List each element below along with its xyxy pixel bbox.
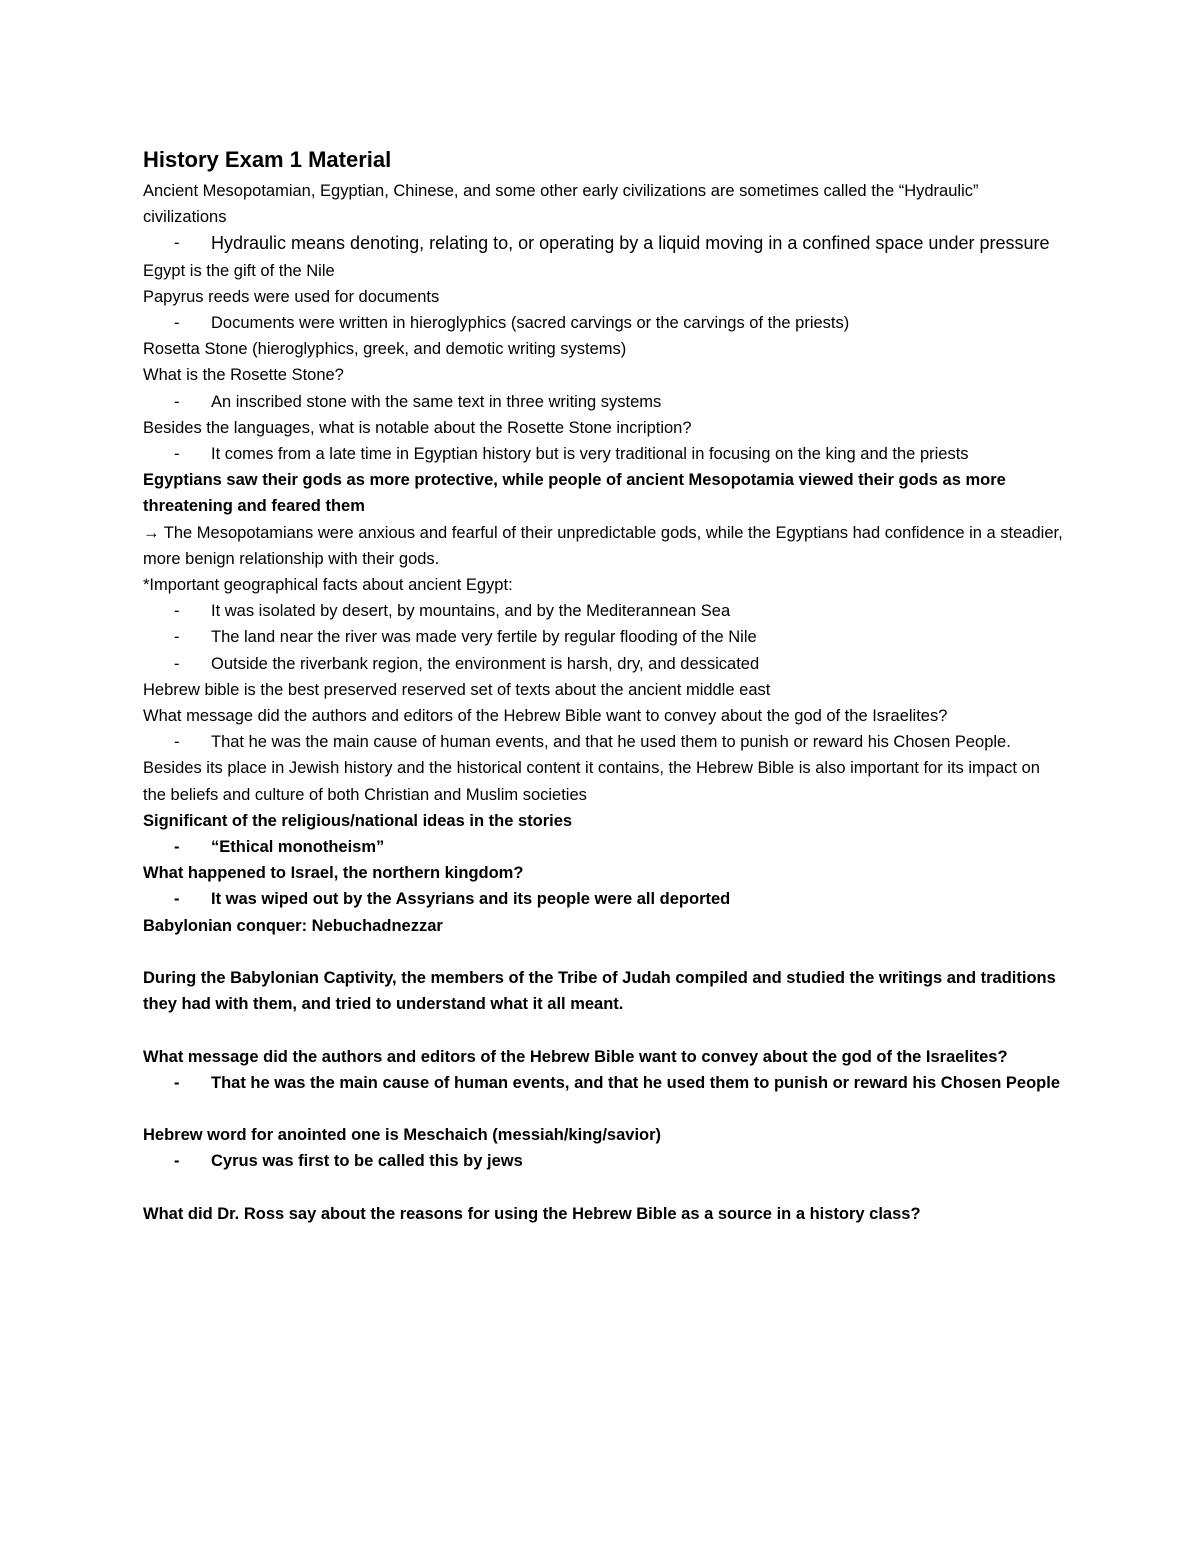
bullet-text: That he was the main cause of human events, and that he used them to punish or reward his Chosen People (211, 1073, 1060, 1092)
bold-paragraph: Hebrew word for anointed one is Meschaich (messiah/king/savior) (143, 1126, 662, 1145)
bullet-item (143, 598, 1063, 624)
bullet-dash: - (174, 445, 180, 464)
bullet-item (143, 729, 1063, 755)
bullet-dash: - (174, 654, 180, 673)
bullet-dash: - (174, 234, 180, 253)
bullet-dash: - (174, 890, 180, 909)
bullet-text: That he was the main cause of human events, and that he used them to punish or reward his Chosen People. (211, 733, 1011, 752)
bullet-text: It was wiped out by the Assyrians and its people were all deported (211, 890, 731, 909)
paragraph: Papyrus reeds were used for documents (143, 287, 440, 306)
paragraph: Ancient Mesopotamian, Egyptian, Chinese, and some other early civilizations are sometimes called the “Hydraulic” civilizations (143, 182, 979, 227)
bullet-dash: - (174, 838, 180, 857)
bullet-text: It comes from a late time in Egyptian history but is very traditional in focusing on the king and the priests (211, 445, 969, 464)
bullet-text: Outside the riverbank region, the environment is harsh, dry, and dessicated (211, 654, 760, 673)
bullet-text: Cyrus was first to be called this by jews (211, 1152, 523, 1171)
bullet-dash: - (174, 392, 180, 411)
bullet-dash: - (174, 602, 180, 621)
bold-paragraph: What message did the authors and editors of the Hebrew Bible want to convey about the god of the Israelites? (143, 1047, 1008, 1066)
bullet-item (143, 651, 1063, 677)
bullet-text: Documents were written in hieroglyphics (sacred carvings or the carvings of the priests) (211, 314, 850, 333)
bullet-item (143, 886, 1063, 912)
bullet-text: It was isolated by desert, by mountains, and by the Mediterannean Sea (211, 602, 731, 621)
bullet-item (143, 834, 1063, 860)
bullet-dash: - (174, 733, 180, 752)
bold-paragraph: Babylonian conquer: Nebuchadnezzar (143, 916, 443, 935)
bullet-text: An inscribed stone with the same text in three writing systems (211, 392, 662, 411)
bullet-item (143, 1070, 1063, 1096)
paragraph: Rosetta Stone (hieroglyphics, greek, and demotic writing systems) (143, 340, 627, 359)
paragraph: What message did the authors and editors of the Hebrew Bible want to convey about the god of the Israelites? (143, 707, 948, 726)
bullet-item (143, 624, 1063, 650)
bullet-text: Hydraulic means denoting, relating to, or operating by a liquid moving in a confined space under pressure (211, 233, 1050, 254)
bullet-dash: - (174, 314, 180, 333)
bold-paragraph: During the Babylonian Captivity, the members of the Tribe of Judah compiled and studied the writings and traditions they had with them, and tried to understand what it all meant. (143, 969, 1056, 1014)
paragraph: What is the Rosette Stone? (143, 366, 344, 385)
paragraph: Besides its place in Jewish history and the historical content it contains, the Hebrew Bible is also important for its impact on the beliefs and culture of both Christian and Muslim societies (143, 759, 1040, 804)
bullet-item (143, 1148, 1063, 1174)
bullet-dash: - (174, 628, 180, 647)
bullet-dash: - (174, 1152, 180, 1171)
bold-paragraph: What did Dr. Ross say about the reasons for using the Hebrew Bible as a source in a history class? (143, 1204, 921, 1223)
bullet-text: “Ethical monotheism” (211, 838, 385, 857)
bullet-dash: - (174, 1073, 180, 1092)
bullet-item (143, 230, 1063, 257)
paragraph: → The Mesopotamians were anxious and fearful of their unpredictable gods, while the Egyptians had confidence in a steadier, more benign relationship with their gods. (143, 523, 1063, 568)
bullet-item (143, 389, 1063, 415)
bold-paragraph: What happened to Israel, the northern kingdom? (143, 864, 524, 883)
blank-line (143, 939, 1063, 965)
bullet-item (143, 310, 1063, 336)
blank-line (143, 1017, 1063, 1043)
document-title: History Exam 1 Material (143, 147, 392, 172)
bold-paragraph: Egyptians saw their gods as more protective, while people of ancient Mesopotamia viewed their gods as more threatening and feared them (143, 471, 1006, 516)
blank-line (143, 1096, 1063, 1122)
paragraph: Hebrew bible is the best preserved reserved set of texts about the ancient middle east (143, 680, 771, 699)
bold-paragraph: Significant of the religious/national ideas in the stories (143, 811, 573, 830)
bullet-text: The land near the river was made very fertile by regular flooding of the Nile (211, 628, 757, 647)
document-page (143, 144, 1063, 1227)
bullet-item (143, 441, 1063, 467)
paragraph: Egypt is the gift of the Nile (143, 261, 335, 280)
paragraph: *Important geographical facts about ancient Egypt: (143, 576, 513, 595)
paragraph: Besides the languages, what is notable about the Rosette Stone incription? (143, 418, 692, 437)
blank-line (143, 1175, 1063, 1201)
